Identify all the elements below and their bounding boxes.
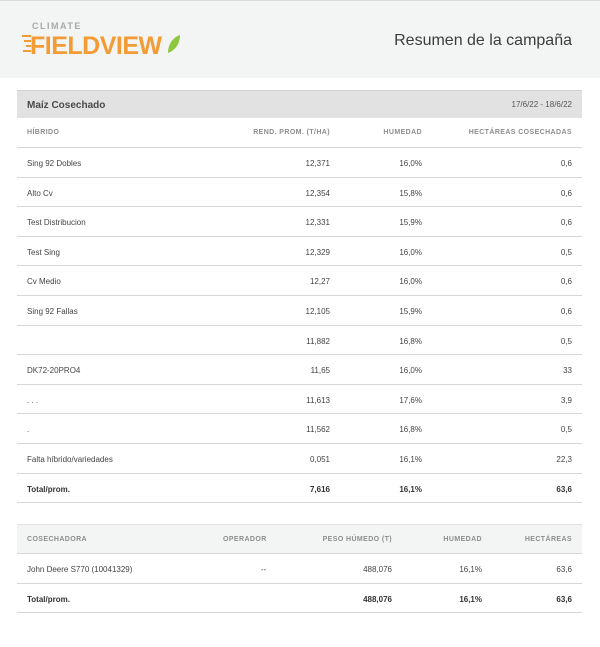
yield-cell: 11,882 — [306, 336, 330, 346]
table-row — [17, 554, 582, 584]
date-range: 17/6/22 - 18/6/22 — [511, 100, 572, 109]
fieldview-logo — [22, 21, 182, 61]
yield-cell: 12,329 — [305, 247, 330, 257]
moisture-cell: 16,0% — [399, 366, 422, 376]
table-header — [17, 524, 582, 554]
total-wet-weight: 488,076 — [363, 594, 392, 604]
hectares-cell: 33 — [563, 366, 572, 376]
harvest-table — [17, 90, 582, 503]
page-title: Resumen de la campaña — [394, 32, 572, 49]
logo-fieldview-text: FIELDVIEW — [30, 32, 162, 59]
total-yield: 7,616 — [309, 484, 330, 494]
yield-cell: 12,331 — [305, 218, 330, 228]
table-header — [17, 118, 582, 148]
crop-title: Maíz Cosechado — [27, 100, 106, 111]
moisture-cell: 15,9% — [399, 306, 422, 316]
table-row — [17, 178, 582, 208]
yield-cell: 11,562 — [306, 425, 330, 435]
moisture-cell: 16,0% — [399, 277, 422, 287]
total-hectares: 63,6 — [556, 484, 572, 494]
crop-band — [17, 90, 582, 118]
yield-cell: 12,27 — [309, 277, 330, 287]
table-row — [17, 237, 582, 267]
total-moisture: 16,1% — [399, 484, 422, 494]
logo-climate-text: CLIMATE — [32, 21, 82, 31]
hybrid-cell: Test Sing — [27, 247, 60, 257]
moisture-cell: 16,8% — [399, 336, 422, 346]
column-header-wet-weight: PESO HÚMEDO (T) — [322, 536, 392, 543]
yield-cell: 0,051 — [309, 454, 330, 464]
table-row — [17, 296, 582, 326]
hybrid-cell: . — [27, 425, 30, 435]
hectares-cell: 0,6 — [560, 159, 572, 168]
hectares-cell: 3,9 — [560, 395, 572, 405]
harvester-table — [17, 524, 582, 613]
operator-cell: -- — [261, 565, 267, 574]
hybrid-cell: Falta híbrido/variedades — [27, 454, 113, 464]
moisture-cell: 15,9% — [399, 218, 422, 228]
moisture-cell: 17,6% — [399, 395, 422, 405]
column-header-moisture: HUMEDAD — [383, 129, 422, 136]
yield-cell: 11,65 — [310, 366, 330, 376]
total-hectares: 63,6 — [556, 594, 572, 604]
hectares-cell: 0,6 — [560, 188, 572, 198]
table-row — [17, 355, 582, 385]
moisture-cell: 16,1% — [459, 565, 482, 574]
hectares-cell: 22,3 — [556, 454, 572, 464]
total-label: Total/prom. — [27, 484, 70, 494]
total-label: Total/prom. — [27, 594, 70, 604]
leaf-icon — [168, 35, 180, 53]
column-header-operator: OPERADOR — [223, 536, 267, 543]
harvester-cell: John Deere S770 (10041329) — [27, 565, 133, 574]
hybrid-cell: Cv Medio — [27, 277, 61, 287]
column-header-moisture: HUMEDAD — [443, 536, 482, 543]
moisture-cell: 16,1% — [399, 454, 422, 464]
table-row — [17, 207, 582, 237]
moisture-cell: 16,0% — [399, 159, 422, 168]
moisture-cell: 16,0% — [399, 247, 422, 257]
hybrid-cell: Test Distribucion — [27, 218, 86, 228]
table-row — [17, 414, 582, 444]
yield-cell: 12,105 — [305, 306, 330, 316]
hybrid-cell: Alto Cv — [27, 188, 53, 198]
column-header-harvester: COSECHADORA — [27, 536, 88, 543]
yield-cell: 11,613 — [306, 395, 330, 405]
moisture-cell: 15,8% — [399, 188, 422, 198]
total-row — [17, 474, 582, 504]
total-moisture: 16,1% — [459, 594, 482, 604]
table-row — [17, 444, 582, 474]
hectares-cell: 0,5 — [560, 425, 572, 435]
table-row — [17, 385, 582, 415]
yield-cell: 12,371 — [305, 159, 330, 168]
table-row — [17, 326, 582, 356]
table-row — [17, 148, 582, 178]
moisture-cell: 16,8% — [399, 425, 422, 435]
wet-weight-cell: 488,076 — [363, 565, 392, 574]
hectares-cell: 0,6 — [560, 218, 572, 228]
column-header-yield: REND. PROM. (T/HA) — [253, 129, 330, 136]
hybrid-cell: DK72-20PRO4 — [27, 366, 81, 376]
column-header-hectares: HECTÁREAS — [524, 536, 572, 543]
report-header — [0, 0, 600, 78]
hectares-cell: 0,6 — [560, 277, 572, 287]
yield-cell: 12,354 — [305, 188, 330, 198]
hybrid-cell: Sing 92 Dobles — [27, 159, 82, 168]
hybrid-cell: Sing 92 Fallas — [27, 306, 78, 316]
fieldview-wordmark — [22, 31, 182, 59]
hectares-cell: 0,5 — [560, 247, 572, 257]
hectares-cell: 0,5 — [560, 336, 572, 346]
hectares-cell: 0,6 — [560, 306, 572, 316]
total-row — [17, 584, 582, 614]
hectares-cell: 63,6 — [556, 565, 572, 574]
hybrid-cell: . . . — [27, 395, 39, 405]
column-header-hectares: HECTÁREAS COSECHADAS — [468, 129, 572, 136]
table-row — [17, 266, 582, 296]
column-header-hybrid: HÍBRIDO — [27, 129, 60, 136]
